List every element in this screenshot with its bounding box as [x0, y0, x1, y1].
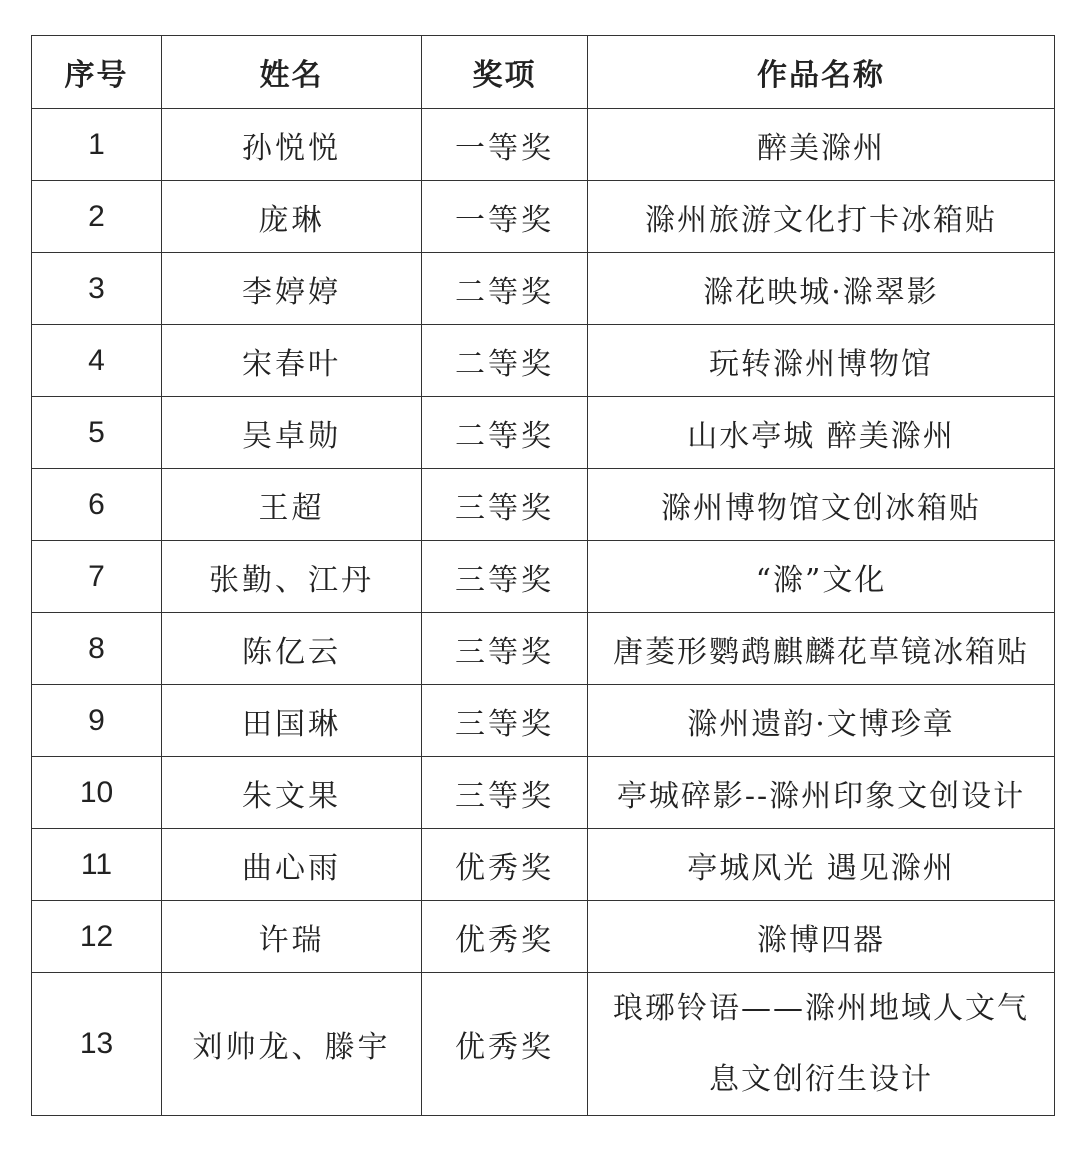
- cell-award: 一等奖: [422, 109, 588, 181]
- cell-award: 三等奖: [422, 541, 588, 613]
- table-row: [32, 901, 1055, 973]
- cell-work: 亭城碎影--滁州印象文创设计: [588, 757, 1055, 829]
- table-row: [32, 973, 1055, 1116]
- cell-no: 6: [32, 469, 162, 541]
- cell-no: 4: [32, 325, 162, 397]
- cell-no: 13: [32, 973, 162, 1116]
- cell-award: 三等奖: [422, 685, 588, 757]
- cell-name: 朱文果: [162, 757, 422, 829]
- header-no: 序号: [32, 36, 162, 109]
- cell-award: 优秀奖: [422, 901, 588, 973]
- cell-work: 醉美滁州: [588, 109, 1055, 181]
- table-row: [32, 397, 1055, 469]
- table-row: [32, 325, 1055, 397]
- cell-name: 田国琳: [162, 685, 422, 757]
- table-row: [32, 469, 1055, 541]
- cell-name: 孙悦悦: [162, 109, 422, 181]
- table-row: [32, 109, 1055, 181]
- cell-work: 滁花映城·滁翠影: [588, 253, 1055, 325]
- cell-no: 7: [32, 541, 162, 613]
- cell-no: 1: [32, 109, 162, 181]
- cell-work: 滁州旅游文化打卡冰箱贴: [588, 181, 1055, 253]
- cell-work: 滁州遗韵·文博珍章: [588, 685, 1055, 757]
- cell-award: 二等奖: [422, 325, 588, 397]
- cell-no: 11: [32, 829, 162, 901]
- cell-award: 三等奖: [422, 757, 588, 829]
- cell-no: 9: [32, 685, 162, 757]
- cell-name: 刘帅龙、滕宇: [162, 973, 422, 1116]
- cell-no: 8: [32, 613, 162, 685]
- cell-work: 唐菱形鹦鹉麒麟花草镜冰箱贴: [588, 613, 1055, 685]
- cell-work: “滁”文化: [588, 541, 1055, 613]
- cell-work: 玩转滁州博物馆: [588, 325, 1055, 397]
- table-row: [32, 757, 1055, 829]
- cell-name: 许瑞: [162, 901, 422, 973]
- table-row: [32, 181, 1055, 253]
- cell-no: 2: [32, 181, 162, 253]
- header-name: 姓名: [162, 36, 422, 109]
- cell-award: 三等奖: [422, 613, 588, 685]
- cell-name: 吴卓勋: [162, 397, 422, 469]
- cell-no: 3: [32, 253, 162, 325]
- cell-award: 二等奖: [422, 397, 588, 469]
- cell-award: 优秀奖: [422, 829, 588, 901]
- table-row: [32, 541, 1055, 613]
- cell-name: 张勤、江丹: [162, 541, 422, 613]
- header-work: 作品名称: [588, 36, 1055, 109]
- cell-award: 三等奖: [422, 469, 588, 541]
- cell-work: 琅琊铃语——滁州地域人文气息文创衍生设计: [588, 973, 1055, 1116]
- cell-work: 滁博四器: [588, 901, 1055, 973]
- cell-award: 一等奖: [422, 181, 588, 253]
- table-row: [32, 685, 1055, 757]
- cell-no: 10: [32, 757, 162, 829]
- cell-award: 二等奖: [422, 253, 588, 325]
- cell-name: 曲心雨: [162, 829, 422, 901]
- cell-name: 李婷婷: [162, 253, 422, 325]
- cell-name: 庞琳: [162, 181, 422, 253]
- header-award: 奖项: [422, 36, 588, 109]
- table-row: [32, 253, 1055, 325]
- awards-table: [31, 35, 1055, 1116]
- cell-work: 亭城风光 遇见滁州: [588, 829, 1055, 901]
- cell-name: 宋春叶: [162, 325, 422, 397]
- table-row: [32, 829, 1055, 901]
- cell-work: 滁州博物馆文创冰箱贴: [588, 469, 1055, 541]
- cell-no: 5: [32, 397, 162, 469]
- cell-name: 陈亿云: [162, 613, 422, 685]
- header-row: [32, 36, 1055, 109]
- cell-award: 优秀奖: [422, 973, 588, 1116]
- cell-name: 王超: [162, 469, 422, 541]
- cell-work: 山水亭城 醉美滁州: [588, 397, 1055, 469]
- table-row: [32, 613, 1055, 685]
- cell-no: 12: [32, 901, 162, 973]
